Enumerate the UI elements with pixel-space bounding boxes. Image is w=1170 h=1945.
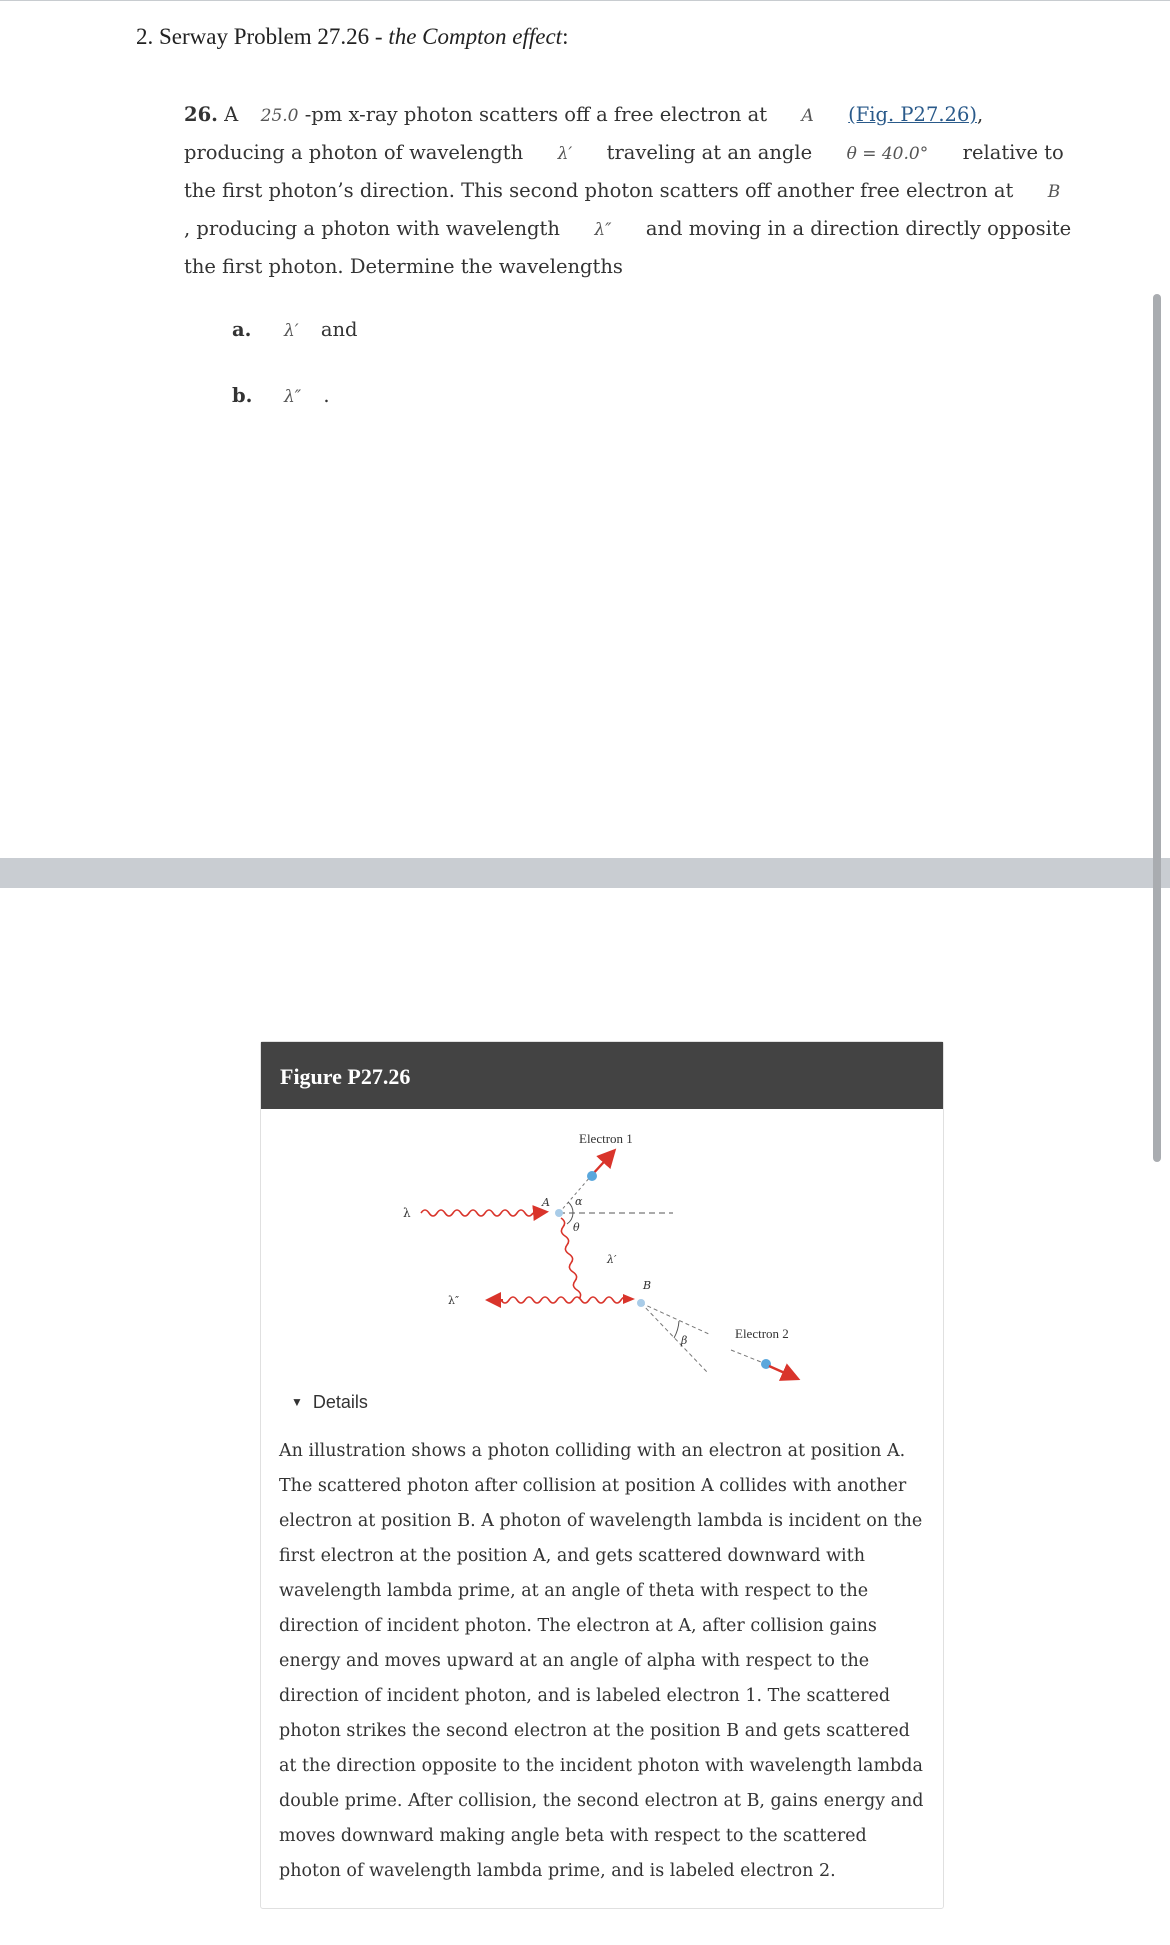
problem-statement <box>184 96 1072 286</box>
lambda-prime-label: λ′ <box>607 1253 617 1266</box>
problem-line-4-b: and moving in a direction directly opposite <box>645 217 1072 240</box>
incident-photon-wave <box>421 1210 533 1216</box>
alpha-arc <box>568 1202 573 1213</box>
double-prime-photon-wave <box>501 1297 629 1303</box>
problem-line-4 <box>184 210 1072 248</box>
subpart-b-label: b. <box>232 384 253 407</box>
incident-photon-arrow <box>533 1212 545 1213</box>
point-a-marker <box>555 1209 563 1217</box>
subpart-a <box>232 318 358 341</box>
lambda-prime-symbol: λ′ <box>557 144 573 164</box>
subpart-a-symbol: λ′ <box>284 321 299 341</box>
scrollbar[interactable] <box>1153 294 1161 1162</box>
figure-link[interactable]: (Fig. P27.26) <box>848 103 977 126</box>
details-toggle[interactable] <box>291 1392 368 1413</box>
problem-line-1 <box>184 96 1004 134</box>
figure-title: Figure P27.26 <box>261 1042 943 1109</box>
caret-down-icon: ▼ <box>291 1395 303 1409</box>
problem-line-2-b: traveling at an angle <box>606 141 813 164</box>
question-heading <box>136 24 568 50</box>
top-border <box>0 0 1170 1</box>
problem-line-1-c: , <box>976 103 984 126</box>
problem-line-4-a: , producing a photon with wavelength <box>184 217 560 240</box>
scattered-extension-dashed-line <box>641 1303 711 1335</box>
problem-line-1-a: A <box>224 103 239 126</box>
scattered-photon-arrowhead <box>623 1294 635 1304</box>
point-a-symbol: A <box>801 106 814 126</box>
compton-diagram <box>261 1110 943 1390</box>
electron2-path-dashed-line <box>731 1350 761 1362</box>
heading-topic: the Compton effect <box>388 24 563 49</box>
lambda-label: λ <box>403 1206 411 1220</box>
figure-description: An illustration shows a photon colliding with an electron at position A. The scattered photon after collision at position A collides with another electron at position B. A photon of wavelength lambda is incident on the first electron at the position A, and gets scattered downward with wavelength lambda prime, at an angle of theta with respect to the direction of incident photon. The electron at A, after collision gains energy and moves upward at an angle of alpha with respect to the direction of incident photon, and is labeled electron 1. The scattered photon strikes the second electron at the position B and gets scattered at the direction opposite to the incident photon with wavelength lambda double prime. After collision, the second electron at B, gains energy and moves downward making angle beta with respect to the scattered photon of wavelength lambda prime, and is labeled electron 2. <box>279 1441 924 1881</box>
point-b-label: B <box>643 1279 652 1292</box>
problem-number: 26. <box>184 103 218 126</box>
figure-panel <box>260 1041 944 1909</box>
section-divider <box>0 858 1170 888</box>
subpart-b-text: . <box>323 384 330 407</box>
subpart-b-symbol: λ″ <box>284 387 302 407</box>
point-a-label: A <box>542 1196 550 1209</box>
problem-line-3 <box>184 172 1061 210</box>
photon-wavelength-value: 25.0 <box>260 106 299 126</box>
problem-line-2-c: relative to <box>962 141 1064 164</box>
beta-label: β <box>681 1334 688 1347</box>
lambda-double-prime-label: λ″ <box>448 1294 460 1307</box>
alpha-label: α <box>575 1195 583 1208</box>
point-b-marker <box>637 1299 645 1307</box>
problem-line-3-a: the first photon’s direction. This second photon scatters off another free electron at <box>184 179 1014 202</box>
subpart-b <box>232 384 330 407</box>
problem-line-2 <box>184 134 1064 172</box>
point-b-symbol: B <box>1047 182 1061 202</box>
beta-arc <box>674 1321 679 1338</box>
problem-line-1-b: -pm x-ray photon scatters off a free electron at <box>304 103 768 126</box>
electron1-label: Electron 1 <box>579 1131 633 1146</box>
theta-equation: θ = 40.0° <box>846 144 929 164</box>
heading-suffix: : <box>562 24 569 49</box>
lambda-double-prime-symbol: λ″ <box>594 220 612 240</box>
theta-label: θ <box>573 1221 580 1234</box>
subpart-a-text: and <box>320 318 358 341</box>
subpart-a-label: a. <box>232 318 252 341</box>
electron1-circle <box>587 1171 597 1181</box>
details-label: Details <box>312 1392 368 1412</box>
electron2-arrow <box>769 1366 796 1378</box>
problem-line-2-a: producing a photon of wavelength <box>184 141 524 164</box>
electron2-label: Electron 2 <box>735 1326 789 1341</box>
heading-prefix: 2. Serway Problem 27.26 - <box>136 24 389 49</box>
problem-line-5: the first photon. Determine the wavelengths <box>184 255 623 278</box>
